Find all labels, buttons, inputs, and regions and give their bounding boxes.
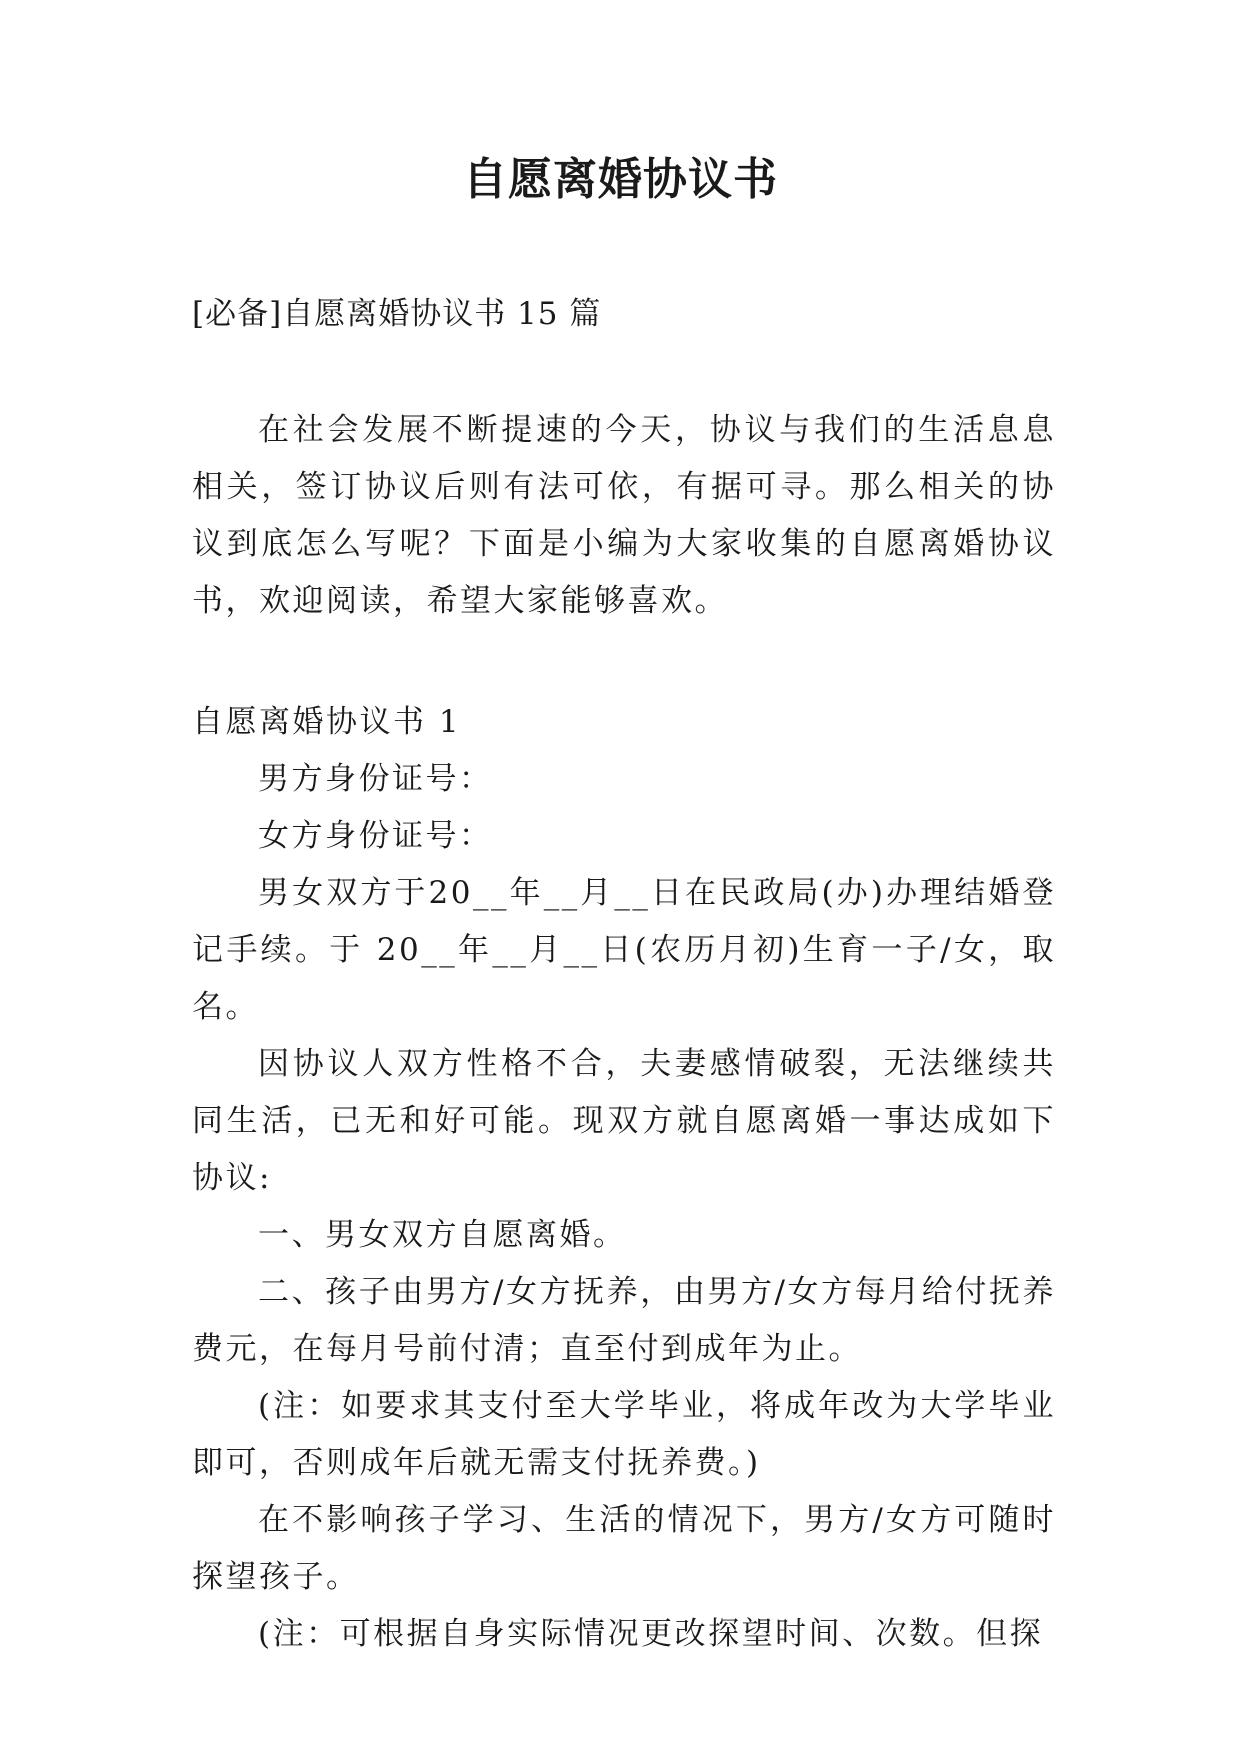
document-subtitle: [必备]自愿离婚协议书 15 篇	[192, 296, 602, 332]
section-heading: 自愿离婚协议书 1	[192, 704, 462, 740]
paragraph-clause-1: 一、男女双方自愿离婚。	[258, 1217, 627, 1253]
paragraph-reason: 因协议人双方性格不合，夫妻感情破裂，无法继续共同生活，已无和好可能。现双方就自愿离婚一事达成如下协议:	[192, 1046, 1056, 1196]
paragraph-marriage-registration: 男女双方于20__年__月__日在民政局(办)办理结婚登记手续。于 20__年__月__日(农历月初)生育一子/女，取名。	[192, 875, 1056, 1025]
paragraph-note-2: (注：可根据自身实际情况更改探望时间、次数。但探	[258, 1616, 1044, 1652]
intro-paragraph: 在社会发展不断提速的今天，协议与我们的生活息息相关，签订协议后则有法可依，有据可寻。那么相关的协议到底怎么写呢？下面是小编为大家收集的自愿离婚协议书，欢迎阅读，希望大家能够喜欢。	[192, 412, 1056, 619]
section-1	[192, 694, 1056, 1663]
intro-block	[192, 402, 1056, 630]
paragraph-note-1: (注：如要求其支付至大学毕业，将成年改为大学毕业即可，否则成年后就无需支付抚养费。)	[192, 1388, 1056, 1481]
paragraph-visitation: 在不影响孩子学习、生活的情况下，男方/女方可随时探望孩子。	[192, 1502, 1056, 1595]
paragraph-female-id: 女方身份证号：	[258, 818, 493, 854]
paragraph-male-id: 男方身份证号：	[258, 761, 493, 797]
document-title: 自愿离婚协议书	[463, 154, 778, 205]
paragraph-clause-2: 二、孩子由男方/女方抚养，由男方/女方每月给付抚养费元，在每月号前付清；直至付到成年为止。	[192, 1274, 1056, 1367]
